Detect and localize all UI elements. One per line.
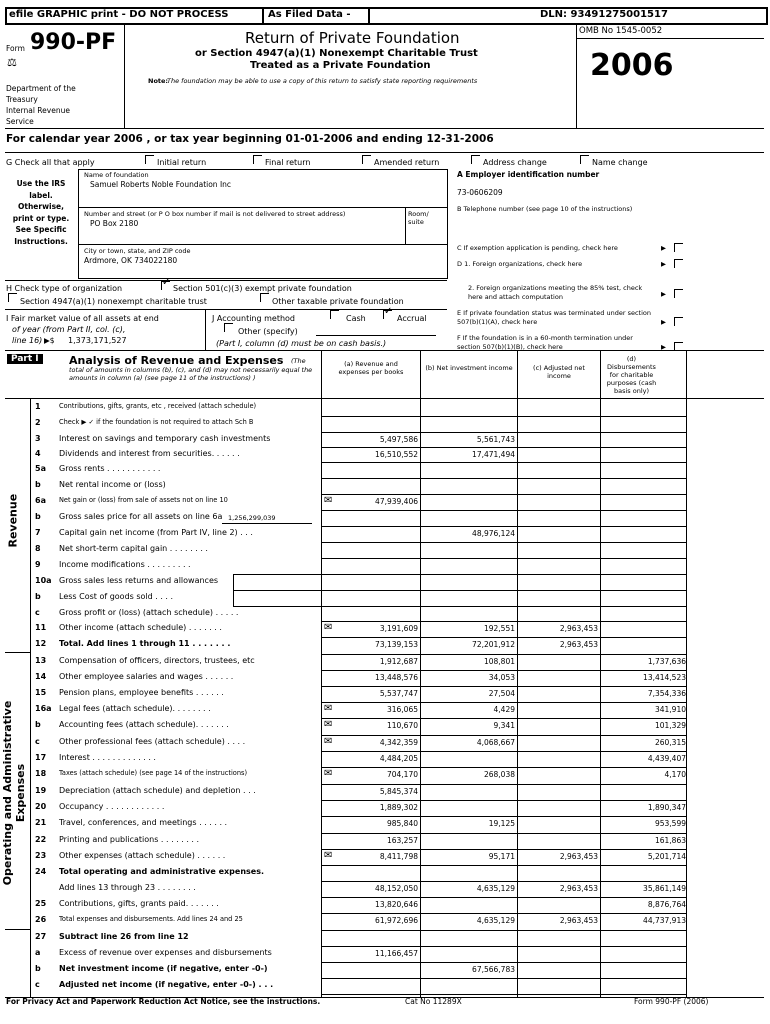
attachment-icon[interactable]: ✉ [324, 736, 333, 747]
row-divider [321, 447, 686, 448]
row-divider [321, 574, 686, 575]
row-number: 16a [35, 704, 52, 713]
row-value-a: 61,972,696 [375, 916, 418, 925]
row-divider [321, 865, 686, 866]
d1-checkbox[interactable] [674, 259, 683, 268]
row-divider [321, 751, 686, 752]
row-divider [321, 767, 686, 768]
row-number: 25 [35, 899, 47, 908]
col-d-header: (d) Disbursements for charitable purposes (cash basis only) [606, 355, 657, 395]
row-value-b: 27,504 [488, 689, 515, 698]
row-label: Check ▶ ✓ if the foundation is not required to attach Sch B [59, 418, 254, 426]
note-text: The foundation may be able to use a copy of this return to satisfy state reporting requirements [167, 77, 478, 85]
row-number: a [35, 948, 41, 957]
row-value-b: 268,038 [483, 770, 515, 779]
row-value-b: 9,341 [493, 721, 515, 730]
table-right-edge [686, 350, 687, 997]
dept-line-3: Internal Revenue [6, 106, 70, 115]
box-10a [233, 574, 322, 591]
attachment-icon[interactable]: ✉ [324, 495, 333, 506]
row-label: Pension plans, employee benefits . . . . . . [59, 688, 224, 697]
h-4947-checkbox[interactable] [8, 293, 17, 302]
row-number: 26 [35, 915, 47, 924]
row-label: Depreciation (attach schedule) and depletion . . . [59, 786, 256, 795]
row-value-b: 192,551 [483, 624, 515, 633]
row-number: 6a [35, 496, 46, 505]
row-divider [321, 913, 686, 914]
row-label: Accounting fees (attach schedule). . . . . . . [59, 720, 229, 729]
row-label: Other expenses (attach schedule) . . . . . . [59, 851, 226, 860]
row-divider [321, 849, 686, 850]
row-label: Adjusted net income (if negative, enter -0-) . . . [59, 980, 274, 989]
row-number: 9 [35, 560, 41, 569]
row-value-a: 5,845,374 [379, 787, 418, 796]
row-divider [321, 930, 686, 931]
row-number: b [35, 480, 41, 489]
row-label: Other employee salaries and wages . . . . . . [59, 672, 234, 681]
row-label: Other professional fees (attach schedule) . . . . [59, 737, 246, 746]
room-label: Room/ suite [408, 210, 429, 226]
side-expenses: Operating and Administrative Expenses [1, 700, 27, 886]
row-value-b: 5,561,743 [476, 435, 515, 444]
row-label: Total expenses and disbursements. Add lines 24 and 25 [59, 915, 243, 923]
col-a-header: (a) Revenue and expenses per books [338, 360, 404, 376]
d2-arrow-icon: ▶ [661, 290, 666, 298]
row-value-a: 316,065 [386, 705, 418, 714]
row-value-b: 95,171 [488, 852, 515, 861]
row-value-b: 4,068,667 [476, 738, 515, 747]
g-label: G Check all that apply [6, 158, 95, 167]
row-value-a: 1,912,687 [379, 657, 418, 666]
j-other-label: Other (specify) [238, 327, 298, 336]
row-value-a: 5,497,586 [379, 435, 418, 444]
use-irs-label: Use the IRS label. Otherwise, print or type. See Specific Instructions. [12, 179, 70, 246]
row-value-a: 11,166,457 [375, 949, 418, 958]
j-accrual-label: Accrual [397, 314, 427, 323]
row-value-c: 2,963,453 [559, 640, 598, 649]
row-value-a: 73,139,153 [375, 640, 418, 649]
row-number: 12 [35, 639, 47, 648]
row-label: Income modifications . . . . . . . . . [59, 560, 191, 569]
dept-line-4: Service [6, 117, 34, 126]
row-number: 1 [35, 402, 41, 411]
row-label: Net short-term capital gain . . . . . . . . [59, 544, 208, 553]
h-other-label: Other taxable private foundation [272, 297, 404, 306]
row-divider [321, 735, 686, 736]
row-label: Contributions, gifts, grants, etc , received (attach schedule) [59, 402, 257, 410]
row-label: Contributions, gifts, grants paid. . . . . . . [59, 899, 219, 908]
row-label: Gross sales price for all assets on line 6a [59, 512, 223, 521]
address-change-label: Address change [483, 158, 547, 167]
row-label: Taxes (attach schedule) (see page 14 of the instructions) [59, 769, 248, 777]
j-label: J Accounting method [212, 314, 296, 323]
row-number: 4 [35, 449, 41, 458]
j-note: (Part I, column (d) must be on cash basis.) [216, 339, 387, 348]
h-label: H Check type of organization [6, 284, 123, 293]
row-value-a: 8,411,798 [379, 852, 418, 861]
row-divider [321, 637, 686, 638]
row-number: 27 [35, 932, 47, 941]
row-divider [321, 833, 686, 834]
row-number: c [35, 737, 40, 746]
row-value-c: 2,963,453 [559, 624, 598, 633]
row-value-a: 3,191,609 [379, 624, 418, 633]
initial-return-label: Initial return [157, 158, 207, 167]
row-divider [321, 654, 686, 655]
dept-line-2: Treasury [6, 95, 38, 104]
row-number: c [35, 980, 40, 989]
foundation-name: Samuel Roberts Noble Foundation Inc [90, 180, 232, 189]
row-value-b: 108,801 [483, 657, 515, 666]
attachment-icon[interactable]: ✉ [324, 622, 333, 633]
row-label: Travel, conferences, and meetings . . . . . . [59, 818, 228, 827]
row-number: 3 [35, 434, 41, 443]
d1-arrow-icon: ▶ [661, 260, 666, 268]
street-value: PO Box 2180 [90, 219, 139, 228]
row-value-a: 4,342,359 [379, 738, 418, 747]
row-number: 17 [35, 753, 47, 762]
row-number: 15 [35, 688, 47, 697]
c-checkbox[interactable] [674, 243, 683, 252]
row-value-b: 4,635,129 [476, 916, 515, 925]
row-divider [321, 962, 686, 963]
row-value-d: 1,890,347 [647, 803, 686, 812]
row-number: 21 [35, 818, 47, 827]
row-label: Compensation of officers, directors, trustees, etc [59, 656, 255, 665]
row-label: Other income (attach schedule) . . . . . . . [59, 623, 222, 632]
row-number: b [35, 512, 41, 521]
row-divider [321, 494, 686, 495]
cat-number: Cat No 11289X [405, 997, 462, 1006]
row-label: Gross profit or (loss) (attach schedule) . . . . . [59, 608, 239, 617]
row-label: Total operating and administrative expenses. [59, 867, 264, 876]
row-number: c [35, 608, 40, 617]
initial-return-checkbox[interactable] [145, 155, 154, 164]
row-value-d: 4,439,407 [647, 754, 686, 763]
row-label: Interest . . . . . . . . . . . . . [59, 753, 156, 762]
j-other-checkbox[interactable] [224, 323, 233, 332]
row-value-b: 48,976,124 [472, 529, 515, 538]
final-return-checkbox[interactable] [253, 155, 262, 164]
name-change-checkbox[interactable] [580, 155, 589, 164]
row-number: 10a [35, 576, 52, 585]
col-c-header: (c) Adjusted net income [533, 364, 585, 380]
row-divider [321, 978, 686, 979]
irs-eagle-icon: ⚖ [7, 56, 17, 69]
row-label: Subtract line 26 from line 12 [59, 932, 189, 941]
row-divider [321, 994, 686, 995]
row-value-d: 101,329 [654, 721, 686, 730]
row-value-d: 8,876,764 [647, 900, 686, 909]
row-divider [321, 526, 686, 527]
row-number: 20 [35, 802, 47, 811]
row-divider [321, 590, 686, 591]
ein-value: 73-0606209 [457, 188, 503, 197]
privacy-notice: For Privacy Act and Paperwork Reduction Act Notice, see the instructions. [6, 997, 321, 1006]
dln: DLN: 93491275001517 [540, 9, 668, 20]
d2-label: 2. Foreign organizations meeting the 85% test, check here and attach computation [468, 284, 643, 301]
j-accrual-checkbox[interactable] [383, 310, 392, 319]
row-divider [321, 621, 686, 622]
row-value-b: 19,125 [488, 819, 515, 828]
row-divider [321, 432, 686, 433]
amended-return-label: Amended return [374, 158, 440, 167]
row-label: Occupancy . . . . . . . . . . . . [59, 802, 165, 811]
row-value-a: 47,939,406 [375, 497, 418, 506]
row-label: Legal fees (attach schedule). . . . . . . . [59, 704, 211, 713]
row-label: Gross rents . . . . . . . . . . . [59, 464, 161, 473]
gross-sales-6b: 1,256,299,039 [228, 514, 276, 522]
efile-banner: efile GRAPHIC print - DO NOT PROCESS [9, 9, 229, 20]
c-arrow-icon: ▶ [661, 244, 666, 252]
row-value-d: 7,354,336 [647, 689, 686, 698]
i-label-1: I Fair market value of all assets at end [6, 314, 159, 323]
attachment-icon[interactable]: ✉ [324, 850, 333, 861]
row-value-d: 341,910 [654, 705, 686, 714]
part-label: Part I [7, 354, 43, 364]
row-number: 24 [35, 867, 47, 876]
dept-line-1: Department of the [6, 84, 76, 93]
row-label: Add lines 13 through 23 . . . . . . . . [59, 883, 196, 892]
city-value: Ardmore, OK 734022180 [84, 256, 178, 265]
col-b-header: (b) Net investment income [425, 364, 513, 372]
f-arrow-icon: ▶ [661, 343, 666, 351]
name-change-label: Name change [592, 158, 648, 167]
box-10b [233, 590, 322, 607]
h-501c3-checkbox[interactable] [161, 281, 170, 290]
row-number: b [35, 592, 41, 601]
tax-year: 2006 [590, 48, 674, 83]
row-divider [321, 478, 686, 479]
omb-number: OMB No 1545-0052 [579, 26, 663, 36]
row-label: Net gain or (loss) from sale of assets not on line 10 [59, 496, 228, 504]
row-number: 5a [35, 464, 46, 473]
row-number: 7 [35, 528, 41, 537]
row-value-d: 953,599 [654, 819, 686, 828]
row-divider [321, 510, 686, 511]
row-divider [321, 462, 686, 463]
row-divider [321, 897, 686, 898]
row-value-a: 163,257 [386, 836, 418, 845]
row-label: Total. Add lines 1 through 11 . . . . . . . [59, 639, 231, 648]
row-value-d: 5,201,714 [647, 852, 686, 861]
side-revenue: Revenue [6, 493, 20, 548]
row-divider [321, 718, 686, 719]
row-number: 13 [35, 656, 47, 665]
row-number: 23 [35, 851, 47, 860]
form-number: 990-PF [30, 30, 117, 55]
row-number: b [35, 720, 41, 729]
city-label: City or town, state, and ZIP code [84, 247, 191, 255]
row-value-d: 13,414,523 [643, 673, 686, 682]
amended-return-checkbox[interactable] [362, 155, 371, 164]
row-value-b: 34,053 [488, 673, 515, 682]
row-value-a: 16,510,552 [375, 450, 418, 459]
row-number: 22 [35, 835, 47, 844]
row-value-a: 4,484,205 [379, 754, 418, 763]
d1-label: D 1. Foreign organizations, check here [457, 260, 583, 268]
final-return-label: Final return [265, 158, 311, 167]
form-reference: Form 990-PF (2006) [634, 997, 709, 1006]
row-divider [321, 686, 686, 687]
part-title-note: (The total of amounts in columns (b), (c), and (d) may not necessarily equal the amounts in column (a) (see page 11 of the instructions) ) [69, 357, 313, 382]
row-divider [321, 670, 686, 671]
name-label: Name of foundation [84, 171, 149, 179]
row-number: 18 [35, 769, 47, 778]
row-number: b [35, 964, 41, 973]
phone-label: B Telephone number (see page 10 of the instructions) [457, 205, 633, 213]
street-label: Number and street (or P O box number if mail is not delivered to street address) [84, 210, 346, 218]
row-value-b: 72,201,912 [472, 640, 515, 649]
row-number: 19 [35, 786, 47, 795]
row-label: Interest on savings and temporary cash investments [59, 434, 271, 443]
e-checkbox[interactable] [674, 317, 683, 326]
row-value-a: 5,537,747 [379, 689, 418, 698]
subtitle-1: or Section 4947(a)(1) Nonexempt Charitable Trust [195, 48, 478, 59]
c-label: C If exemption application is pending, check here [457, 244, 618, 252]
i-label-3: line 16) [12, 336, 43, 345]
row-label: Gross sales less returns and allowances [59, 576, 219, 585]
part-title: Analysis of Revenue and Expenses [69, 354, 284, 367]
row-value-d: 1,737,636 [647, 657, 686, 666]
filed-banner: As Filed Data - [268, 9, 351, 20]
row-value-a: 704,170 [386, 770, 418, 779]
note-label: Note: [148, 77, 169, 85]
row-divider [321, 702, 686, 703]
row-divider [321, 416, 686, 417]
row-number: 14 [35, 672, 47, 681]
j-cash-label: Cash [346, 314, 366, 323]
row-divider [321, 784, 686, 785]
row-value-b: 17,471,494 [472, 450, 515, 459]
row-value-a: 13,448,576 [375, 673, 418, 682]
row-number: 11 [35, 623, 47, 632]
i-arrow-icon: ▶$ [44, 336, 55, 345]
row-value-c: 2,963,453 [559, 852, 598, 861]
row-value-b: 4,635,129 [476, 884, 515, 893]
form-title: Return of Private Foundation [245, 29, 460, 47]
i-value: 1,373,171,527 [68, 336, 127, 345]
row-value-a: 985,840 [386, 819, 418, 828]
e-label: E If private foundation status was terminated under section 507(b)(1)(A), check here [457, 309, 652, 326]
i-label-2: of year (from Part II, col. (c), [12, 325, 126, 334]
row-number: 2 [35, 418, 41, 427]
row-label: Net investment income (if negative, enter -0-) [59, 964, 268, 973]
row-value-c: 2,963,453 [559, 884, 598, 893]
subtitle-2: Treated as a Private Foundation [250, 60, 431, 71]
row-label: Capital gain net income (from Part IV, line 2) . . . [59, 528, 253, 537]
e-arrow-icon: ▶ [661, 318, 666, 326]
row-divider [321, 816, 686, 817]
row-divider [321, 542, 686, 543]
row-label: Excess of revenue over expenses and disbursements [59, 948, 272, 957]
row-value-d: 161,863 [654, 836, 686, 845]
attachment-icon[interactable]: ✉ [324, 719, 333, 730]
row-label: Net rental income or (loss) [59, 480, 166, 489]
row-value-a: 13,820,646 [375, 900, 418, 909]
row-divider [321, 946, 686, 947]
row-label: Printing and publications . . . . . . . . [59, 835, 200, 844]
row-value-a: 48,152,050 [375, 884, 418, 893]
j-cash-checkbox[interactable] [330, 310, 339, 319]
row-value-d: 44,737,913 [643, 916, 686, 925]
row-label: Dividends and interest from securities. . . . . . [59, 449, 240, 458]
row-value-d: 260,315 [654, 738, 686, 747]
f-label: F If the foundation is in a 60-month termination under section 507(b)(1)(B), check here [457, 334, 633, 351]
row-divider [321, 606, 686, 607]
row-value-b: 67,566,783 [472, 965, 515, 974]
calendar-line: For calendar year 2006 , or tax year beginning 01-01-2006 and ending 12-31-2006 [6, 133, 494, 145]
row-divider [321, 800, 686, 801]
row-divider [321, 881, 686, 882]
row-divider [321, 558, 686, 559]
row-value-d: 35,861,149 [643, 884, 686, 893]
h-other-checkbox[interactable] [260, 293, 269, 302]
h-501c3-label: Section 501(c)(3) exempt private foundation [173, 284, 352, 293]
address-change-checkbox[interactable] [471, 155, 480, 164]
row-value-a: 110,670 [386, 721, 418, 730]
row-value-c: 2,963,453 [559, 916, 598, 925]
ein-label: A Employer identification number [457, 170, 600, 179]
row-value-a: 1,889,302 [379, 803, 418, 812]
form-word: Form [6, 44, 25, 53]
attachment-icon[interactable]: ✉ [324, 703, 333, 714]
row-number: 8 [35, 544, 41, 553]
d2-checkbox[interactable] [674, 289, 683, 298]
row-label: Less Cost of goods sold . . . . [59, 592, 174, 601]
row-value-d: 4,170 [664, 770, 686, 779]
h-4947-label: Section 4947(a)(1) nonexempt charitable trust [20, 297, 207, 306]
attachment-icon[interactable]: ✉ [324, 768, 333, 779]
row-value-b: 4,429 [493, 705, 515, 714]
